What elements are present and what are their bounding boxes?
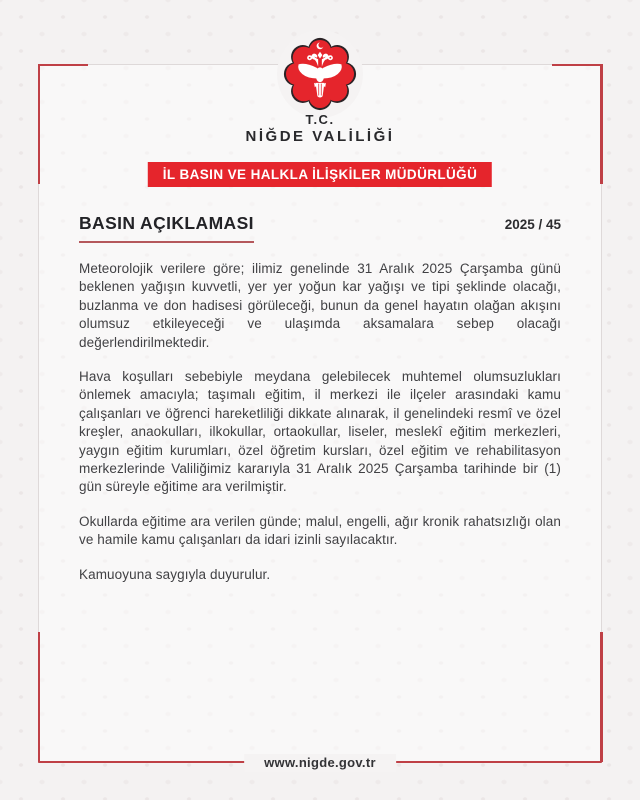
- paragraph-closing: Kamuoyuna saygıyla duyurulur.: [79, 566, 271, 582]
- department-banner: İL BASIN VE HALKLA İLİŞKİLER MÜDÜRLÜĞÜ: [148, 162, 492, 187]
- governorship-emblem-icon: [277, 30, 363, 118]
- website-footer: www.nigde.gov.tr: [244, 754, 396, 772]
- frame-corner-accent: [38, 632, 41, 762]
- paragraph-administrative-leave: Okullarda eğitime ara verilen günde; malul, engelli, ağır kronik rahatsızlığı olan ve hamile kamu çalışanları da idari izinli sayılacaktır.: [79, 513, 561, 548]
- paragraph-school-closure: Hava koşulları sebebiyle meydana gelebilecek muhtemel olumsuzlukları önlemek amacıyla; taşımalı eğitim, il merkezi ile ilçeler arasındaki kamu çalışanları ve öğrenci hareketliliği dikkate alınarak, il genelindeki resmî ve özel kreşler, anaokulları, ilkokullar, ortaokullar, liseler, meslekî eğitim merkezleri, yaygın eğitim kurumları, özel öğretim kursları, özel eğitim ve rehabilitasyon merkezlerinde Valiliğimiz kararıyla 31 Aralık 2025 Çarşamba tarihinde bir (1) gün süreyle eğitime ara verilmiştir.: [79, 369, 561, 495]
- org-name: NİĞDE VALİLİĞİ: [245, 128, 395, 145]
- document-title: BASIN AÇIKLAMASI: [79, 213, 254, 243]
- reference-number: 2025 / 45: [504, 217, 561, 232]
- org-prefix: T.C.: [305, 112, 335, 127]
- frame-corner-accent: [552, 64, 602, 67]
- document-body: [79, 260, 561, 600]
- paragraph-weather-assessment: Meteorolojik verilere göre; ilimiz genelinde 31 Aralık 2025 Çarşamba günü beklenen yağışın kuvvetli, yer yer yoğun kar yağışı ve tipi şeklinde olacağı, buzlanma ve don hadisesi görüleceği, bunun da genel hayatın olağan akışını olumsuz etkileyeceği ve ulaşımda aksamalara sebep olacağı değerlendirilmektedir.: [79, 261, 561, 350]
- frame-corner-accent: [38, 64, 88, 67]
- title-row: [79, 213, 561, 243]
- frame-corner-accent: [600, 632, 603, 762]
